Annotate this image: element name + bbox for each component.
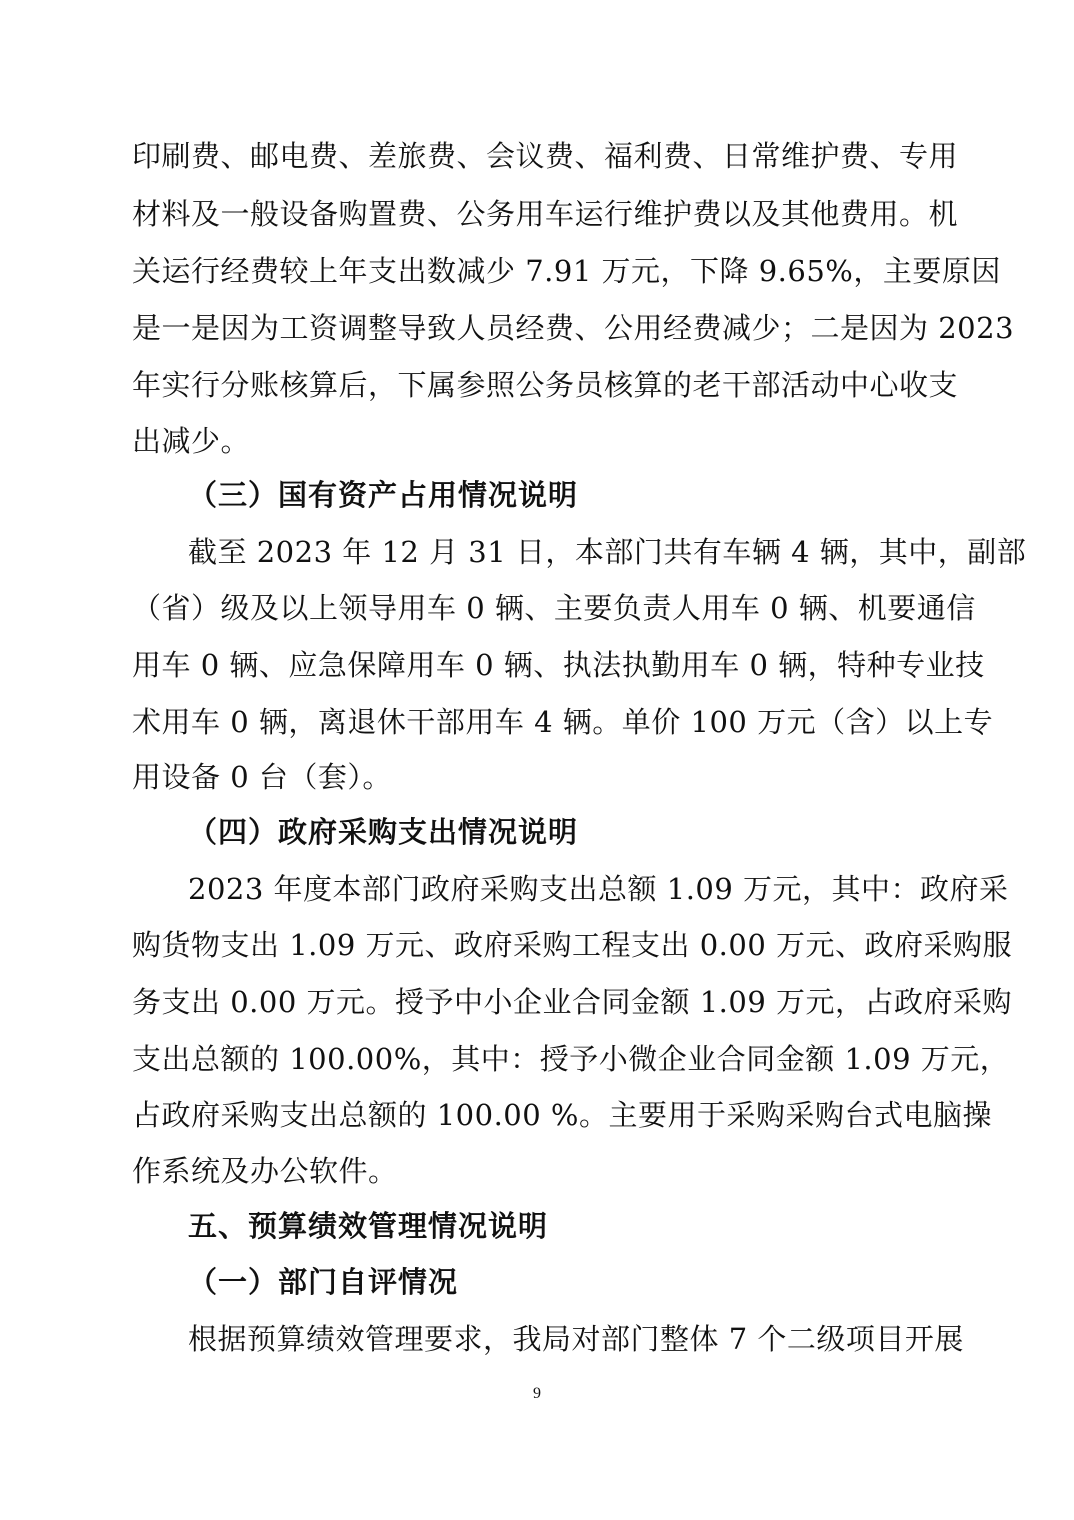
paragraph-line: 截至 2023 年 12 月 31 日，本部门共有车辆 4 辆，其中，副部 xyxy=(188,535,1027,569)
paragraph-line: 支出总额的 100.00%，其中：授予小微企业合同金额 1.09 万元， xyxy=(132,1042,1010,1076)
section-heading-state-assets: （三）国有资产占用情况说明 xyxy=(188,478,579,512)
paragraph-line: 2023 年度本部门政府采购支出总额 1.09 万元，其中：政府采 xyxy=(188,872,1009,906)
paragraph-line: 根据预算绩效管理要求，我局对部门整体 7 个二级项目开展 xyxy=(188,1322,964,1356)
part-heading-performance-management: 五、预算绩效管理情况说明 xyxy=(188,1209,549,1243)
paragraph-line: 占政府采购支出总额的 100.00 %。主要用于采购采购台式电脑操 xyxy=(132,1098,992,1132)
paragraph-line: 购货物支出 1.09 万元、政府采购工程支出 0.00 万元、政府采购服 xyxy=(132,928,1013,962)
paragraph-line: 年实行分账核算后，下属参照公务员核算的老干部活动中心收支 xyxy=(132,368,959,402)
paragraph-line: 出减少。 xyxy=(132,424,251,458)
paragraph-line: 作系统及办公软件。 xyxy=(132,1154,398,1188)
paragraph-line: （省）级及以上领导用车 0 辆、主要负责人用车 0 辆、机要通信 xyxy=(132,591,976,625)
section-heading-procurement: （四）政府采购支出情况说明 xyxy=(188,815,579,849)
paragraph-line: 印刷费、邮电费、差旅费、会议费、福利费、日常维护费、专用 xyxy=(132,139,959,173)
paragraph-line: 术用车 0 辆，离退休干部用车 4 辆。单价 100 万元（含）以上专 xyxy=(132,705,994,739)
paragraph-line: 材料及一般设备购置费、公务用车运行维护费以及其他费用。机 xyxy=(132,197,959,231)
sub-heading-self-evaluation: （一）部门自评情况 xyxy=(188,1265,459,1299)
page-number: 9 xyxy=(533,1385,541,1402)
paragraph-line: 用车 0 辆、应急保障用车 0 辆、执法执勤用车 0 辆，特种专业技 xyxy=(132,648,985,682)
paragraph-line: 用设备 0 台（套）。 xyxy=(132,760,392,794)
paragraph-line: 务支出 0.00 万元。授予中小企业合同金额 1.09 万元，占政府采购 xyxy=(132,985,1013,1019)
paragraph-line: 关运行经费较上年支出数减少 7.91 万元，下降 9.65%，主要原因 xyxy=(132,254,1001,288)
paragraph-line: 是一是因为工资调整导致人员经费、公用经费减少；二是因为 2023 xyxy=(132,311,1015,345)
